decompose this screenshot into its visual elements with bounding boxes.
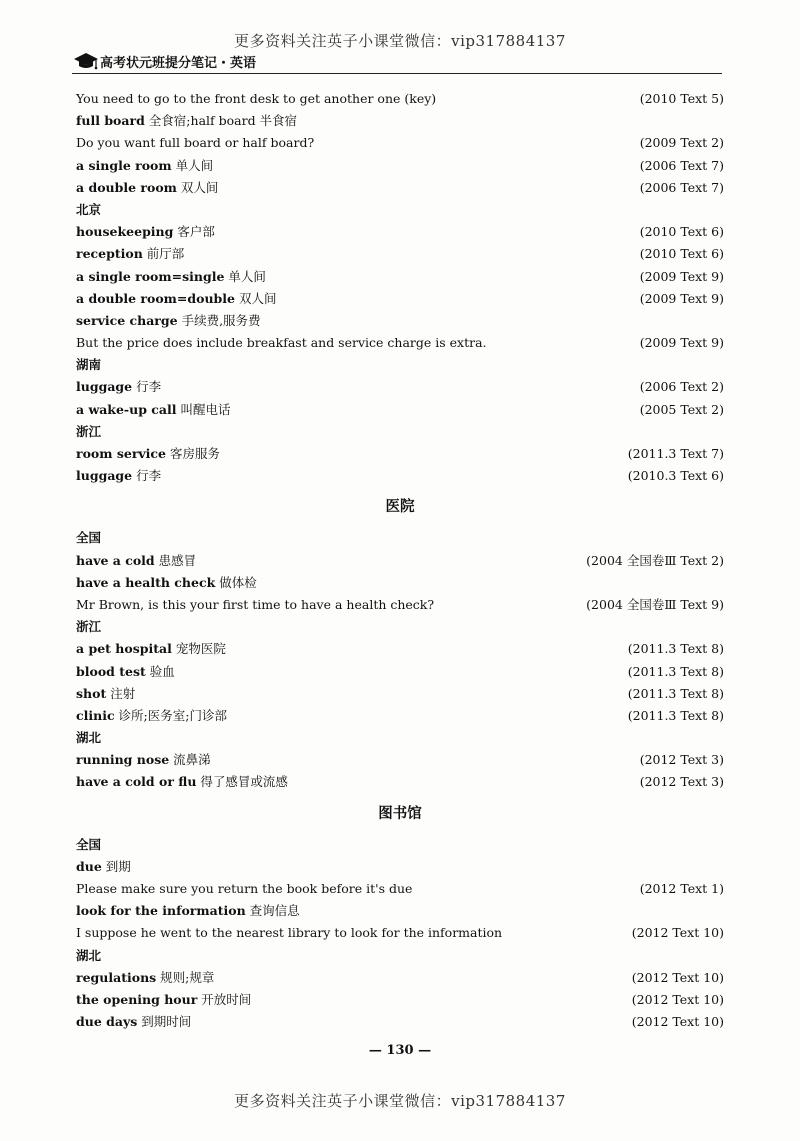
page-number: — 130 —: [368, 1043, 432, 1058]
vocab-entry: [76, 399, 724, 421]
region-heading: [76, 199, 724, 221]
vocab-entry: [76, 110, 724, 132]
entry-text: blood test 验血: [76, 663, 175, 679]
entry-text: regulations 规则;规章: [76, 969, 215, 985]
entry-text: 北京: [76, 201, 102, 217]
vocab-entry: [76, 310, 724, 332]
entry-text: a single room=single 单人间: [76, 268, 266, 284]
vocab-entry: [76, 177, 724, 199]
entry-text: due days 到期时间: [76, 1014, 192, 1030]
region-heading: [76, 945, 724, 967]
source-reference: (2006 Text 2): [639, 379, 724, 395]
entry-text: a wake-up call 叫醒电话: [76, 401, 231, 417]
section-heading: [76, 794, 724, 834]
source-reference: (2012 Text 3): [639, 774, 724, 790]
entry-text: service charge 手续费,服务费: [76, 312, 261, 328]
entry-text: reception 前厅部: [76, 246, 185, 262]
entry-text: 全国: [76, 836, 102, 852]
source-reference: (2010 Text 6): [639, 246, 724, 262]
region-heading: [76, 354, 724, 376]
entry-text: Please make sure you return the book before it's due: [76, 881, 413, 896]
source-reference: (2009 Text 9): [639, 335, 724, 351]
source-reference: (2012 Text 10): [631, 991, 724, 1007]
entry-text: full board 全食宿;half board 半食宿: [76, 113, 298, 129]
graduation-cap-icon: [72, 50, 100, 72]
vocab-entry: [76, 856, 724, 878]
entry-text: have a cold 患感冒: [76, 552, 197, 568]
entry-text: a single room 单人间: [76, 157, 214, 173]
entry-text: due 到期: [76, 858, 131, 874]
source-reference: (2011.3 Text 7): [627, 446, 724, 461]
vocab-entry: [76, 465, 724, 487]
entry-text: room service 客房服务: [76, 446, 220, 461]
entry-text: I suppose he went to the nearest library to look for the information: [76, 925, 503, 941]
entry-text: Mr Brown, is this your first time to have a health check?: [76, 596, 435, 612]
source-reference: (2010.3 Text 6): [627, 468, 724, 484]
vocab-entry: [76, 749, 724, 771]
example-sentence: [76, 922, 724, 944]
entry-text: luggage 行李: [76, 468, 162, 484]
source-reference: (2005 Text 2): [639, 401, 724, 417]
entry-text: clinic 诊所;医务室;门诊部: [76, 707, 227, 723]
source-reference: (2006 Text 7): [639, 157, 724, 173]
vocabulary-list: [76, 88, 724, 1033]
entry-text: a pet hospital 宠物医院: [76, 641, 226, 657]
example-sentence: [76, 332, 724, 354]
example-sentence: [76, 594, 724, 616]
source-reference: (2004 全国卷Ⅲ Text 2): [586, 552, 724, 568]
entry-text: Do you want full board or half board?: [76, 135, 315, 151]
entry-text: 湖北: [76, 730, 102, 746]
source-reference: (2009 Text 2): [639, 135, 724, 151]
source-reference: (2012 Text 10): [631, 969, 724, 985]
source-reference: (2012 Text 10): [631, 925, 724, 941]
vocab-entry: [76, 266, 724, 288]
vocab-entry: [76, 705, 724, 727]
entry-text: 全国: [76, 530, 102, 546]
vocab-entry: [76, 443, 724, 465]
source-reference: (2009 Text 9): [639, 268, 724, 284]
vocab-entry: [76, 661, 724, 683]
source-reference: (2012 Text 10): [631, 1014, 724, 1030]
example-sentence: [76, 88, 724, 110]
region-heading: [76, 727, 724, 749]
vocab-entry: [76, 900, 724, 922]
entry-text: housekeeping 客户部: [76, 224, 215, 240]
entry-text: But the price does include breakfast and service charge is extra.: [76, 335, 487, 351]
entry-text: 湖北: [76, 947, 102, 963]
vocab-entry: [76, 288, 724, 310]
entry-text: 湖南: [76, 357, 102, 373]
vocab-entry: [76, 638, 724, 660]
entry-text: luggage 行李: [76, 379, 162, 395]
vocab-entry: [76, 221, 724, 243]
source-reference: (2012 Text 3): [639, 752, 724, 768]
entry-text: shot 注射: [76, 685, 136, 701]
example-sentence: [76, 878, 724, 900]
vocab-entry: [76, 376, 724, 398]
entry-text: have a cold or flu 得了感冒或流感: [76, 774, 288, 790]
entry-text: running nose 流鼻涕: [76, 752, 211, 768]
entry-text: You need to go to the front desk to get another one (key): [76, 91, 437, 106]
entry-text: 浙江: [76, 619, 102, 635]
header-rule: [72, 73, 722, 74]
example-sentence: [76, 132, 724, 154]
vocab-entry: [76, 1011, 724, 1033]
vocab-entry: [76, 243, 724, 265]
vocab-entry: [76, 572, 724, 594]
vocab-entry: [76, 967, 724, 989]
region-heading: [76, 421, 724, 443]
vocab-entry: [76, 771, 724, 793]
running-header: [72, 48, 722, 74]
vocab-entry: [76, 155, 724, 177]
region-heading: [76, 616, 724, 638]
source-reference: (2009 Text 9): [639, 290, 724, 306]
region-heading: [76, 527, 724, 549]
section-title: 图书馆: [378, 805, 422, 822]
entry-text: 浙江: [76, 423, 102, 439]
watermark-bottom: 更多资料关注英子小课堂微信：vip317884137: [234, 1092, 566, 1110]
watermark-top: 更多资料关注英子小课堂微信：vip317884137: [234, 32, 566, 50]
source-reference: (2006 Text 7): [639, 179, 724, 195]
entry-text: have a health check 做体检: [76, 574, 257, 590]
section-heading: [76, 487, 724, 527]
entry-text: the opening hour 开放时间: [76, 991, 252, 1007]
section-title: 医院: [385, 499, 415, 516]
entry-text: a double room=double 双人间: [76, 290, 277, 306]
source-reference: (2011.3 Text 8): [627, 707, 724, 723]
source-reference: (2004 全国卷Ⅲ Text 9): [586, 596, 724, 612]
source-reference: (2011.3 Text 8): [627, 685, 724, 701]
vocab-entry: [76, 683, 724, 705]
vocab-entry: [76, 989, 724, 1011]
source-reference: (2010 Text 6): [639, 224, 724, 240]
vocab-entry: [76, 550, 724, 572]
source-reference: (2011.3 Text 8): [627, 641, 724, 657]
source-reference: (2010 Text 5): [639, 91, 724, 106]
entry-text: a double room 双人间: [76, 179, 219, 195]
entry-text: look for the information 查询信息: [76, 903, 300, 919]
source-reference: (2012 Text 1): [639, 881, 724, 896]
header-title: 高考状元班提分笔记・英语: [100, 56, 257, 71]
region-heading: [76, 834, 724, 856]
source-reference: (2011.3 Text 8): [627, 663, 724, 679]
